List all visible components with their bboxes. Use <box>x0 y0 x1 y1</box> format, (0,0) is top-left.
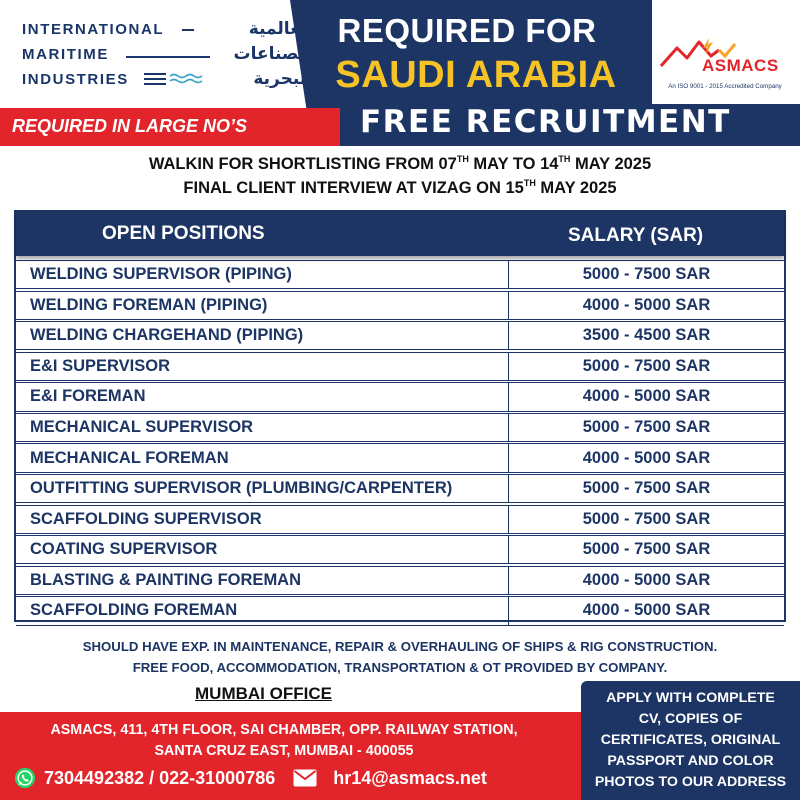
apply-line: APPLY WITH COMPLETE <box>606 690 775 706</box>
office-address <box>0 720 568 762</box>
salary-cell: 5000 - 7500 SAR <box>509 535 784 564</box>
benefits-note: FREE FOOD, ACCOMMODATION, TRANSPORTATION & OT PROVIDED BY COMPANY. <box>132 660 668 675</box>
email-address[interactable]: hr14@asmacs.net <box>333 767 487 788</box>
asmacs-accreditation: An ISO 9001 - 2015 Accredited Company <box>668 83 782 90</box>
table-row <box>16 535 784 564</box>
position-cell: COATING SUPERVISOR <box>16 535 509 564</box>
contact-row <box>14 765 487 791</box>
logo-line-international: INTERNATIONAL <box>22 20 165 38</box>
table-row <box>16 596 784 625</box>
position-cell: WELDING SUPERVISOR (PIPING) <box>16 260 509 289</box>
asmacs-logo <box>655 28 795 96</box>
experience-note: SHOULD HAVE EXP. IN MAINTENANCE, REPAIR & OVERHAULING OF SHIPS & RIG CONSTRUCTION. <box>82 639 718 654</box>
apply-line: PASSPORT AND COLOR <box>607 753 774 769</box>
logo-arabic-line-2: للصناعات <box>233 44 312 64</box>
header-open-positions: OPEN POSITIONS <box>102 223 265 244</box>
interview-date-line <box>0 176 800 200</box>
address-line-2: SANTA CRUZ EAST, MUMBAI - 400055 <box>154 743 414 759</box>
table-row <box>16 382 784 411</box>
logo-line-maritime: MARITIME <box>22 45 109 63</box>
header <box>0 0 800 146</box>
table-row <box>16 474 784 503</box>
salary-cell: 4000 - 5000 SAR <box>509 291 784 320</box>
walkin-dates-line <box>0 152 800 176</box>
walkin-text-part: WALKIN FOR SHORTLISTING FROM 07 <box>148 155 457 173</box>
position-cell: WELDING CHARGEHAND (PIPING) <box>16 321 509 350</box>
walkin-text-part: MAY 2025 <box>570 155 652 173</box>
salary-cell: 5000 - 7500 SAR <box>509 260 784 289</box>
interview-text-part: MAY 2025 <box>535 179 617 197</box>
position-cell: WELDING FOREMAN (PIPING) <box>16 291 509 320</box>
asmacs-name: ASMACS <box>702 56 779 75</box>
salary-cell: 4000 - 5000 SAR <box>509 382 784 411</box>
walkin-info <box>0 152 800 200</box>
apply-instructions <box>581 688 800 793</box>
logo-line-industries: INDUSTRIES <box>22 70 129 88</box>
table-header <box>16 212 784 256</box>
positions-table <box>14 210 786 622</box>
position-cell: MECHANICAL FOREMAN <box>16 443 509 472</box>
waves-icon <box>144 73 204 85</box>
apply-line: PHOTOS TO OUR ADDRESS <box>594 774 787 790</box>
whatsapp-icon <box>14 767 36 789</box>
table-row <box>16 413 784 442</box>
salary-cell: 5000 - 7500 SAR <box>509 352 784 381</box>
apply-line: CERTIFICATES, ORIGINAL <box>600 732 781 748</box>
position-cell: SCAFFOLDING FOREMAN <box>16 596 509 625</box>
table-row <box>16 352 784 381</box>
ordinal-suffix: TH <box>456 154 469 164</box>
logo-arabic-line-1: العالمية <box>248 19 312 39</box>
office-title: MUMBAI OFFICE <box>195 684 332 703</box>
salary-cell: 5000 - 7500 SAR <box>509 413 784 442</box>
table-row <box>16 566 784 595</box>
ordinal-suffix: TH <box>558 154 571 164</box>
position-cell: OUTFITTING SUPERVISOR (PLUMBING/CARPENTER) <box>16 474 509 503</box>
header-salary: SALARY (SAR) <box>568 225 704 246</box>
position-cell: SCAFFOLDING SUPERVISOR <box>16 505 509 534</box>
walkin-text-part: MAY TO 14 <box>468 155 559 173</box>
table-row <box>16 505 784 534</box>
interview-text-part: FINAL CLIENT INTERVIEW AT VIZAG ON 15 <box>183 179 524 197</box>
salary-cell: 4000 - 5000 SAR <box>509 443 784 472</box>
table-row <box>16 260 784 289</box>
large-nos-banner-tail <box>300 108 340 146</box>
position-cell: BLASTING & PAINTING FOREMAN <box>16 566 509 595</box>
position-cell: E&I SUPERVISOR <box>16 352 509 381</box>
table-body <box>16 260 784 627</box>
salary-cell: 4000 - 5000 SAR <box>509 566 784 595</box>
address-line-1: ASMACS, 411, 4TH FLOOR, SAI CHAMBER, OPP. RAILWAY STATION, <box>50 722 518 738</box>
salary-cell: 5000 - 7500 SAR <box>509 474 784 503</box>
salary-cell: 4000 - 5000 SAR <box>509 596 784 625</box>
phone-numbers[interactable]: 7304492382 / 022-31000786 <box>44 767 276 788</box>
salary-cell: 5000 - 7500 SAR <box>509 505 784 534</box>
table-row <box>16 291 784 320</box>
required-for-heading: REQUIRED FOR <box>337 12 597 49</box>
logo-arabic-line-3: البحرية <box>253 69 312 89</box>
table-row <box>16 443 784 472</box>
free-recruitment-heading: FREE RECRUITMENT <box>360 104 731 140</box>
salary-cell: 3500 - 4500 SAR <box>509 321 784 350</box>
requirements-notes <box>0 636 800 678</box>
envelope-icon <box>293 769 317 787</box>
table-row <box>16 321 784 350</box>
ordinal-suffix: TH <box>523 178 536 188</box>
large-nos-text: REQUIRED IN LARGE NO’S <box>12 116 248 136</box>
apply-line: CV, COPIES OF <box>638 711 743 727</box>
position-cell: MECHANICAL SUPERVISOR <box>16 413 509 442</box>
position-cell: E&I FOREMAN <box>16 382 509 411</box>
imi-logo <box>22 18 312 90</box>
country-heading: SAUDI ARABIA <box>335 54 617 96</box>
